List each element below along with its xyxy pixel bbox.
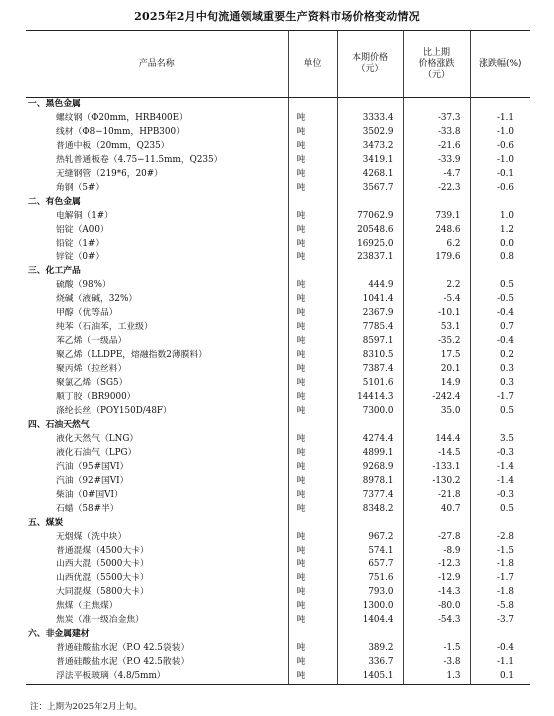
unit-cell: 吨 — [288, 182, 337, 196]
table-row — [26, 363, 530, 377]
change-pct-cell: -0.3 — [470, 489, 530, 503]
price-cell: 5101.6 — [337, 377, 403, 391]
unit-cell: 吨 — [288, 224, 337, 238]
change-cell: -5.4 — [403, 293, 470, 307]
change-cell: -80.0 — [403, 600, 470, 614]
unit-cell: 吨 — [288, 363, 337, 377]
unit-cell: 吨 — [288, 475, 337, 489]
price-cell: 657.7 — [337, 558, 403, 572]
change-pct-cell: -0.6 — [470, 182, 530, 196]
price-cell: 1300.0 — [337, 600, 403, 614]
unit-cell — [288, 628, 337, 642]
category-label: 二、有色金属 — [28, 196, 81, 207]
change-pct-cell: -1.0 — [470, 154, 530, 168]
price-cell: 389.2 — [337, 642, 403, 656]
unit-cell: 吨 — [288, 377, 337, 391]
table-row — [26, 670, 530, 684]
change-cell: 179.6 — [403, 251, 470, 265]
change-cell: -37.3 — [403, 112, 470, 126]
change-cell: -14.3 — [403, 586, 470, 600]
change-cell: -21.8 — [403, 489, 470, 503]
change-cell: -3.8 — [403, 656, 470, 670]
table-row — [26, 112, 530, 126]
product-name-cell: 聚氯乙烯（SG5） — [56, 378, 128, 389]
table-header-row — [26, 31, 530, 98]
change-pct-cell — [470, 628, 530, 642]
price-cell: 3502.9 — [337, 126, 403, 140]
table-row — [26, 558, 530, 572]
change-pct-cell: -1.4 — [470, 475, 530, 489]
unit-cell: 吨 — [288, 461, 337, 475]
unit-cell: 吨 — [288, 112, 337, 126]
price-cell: 574.1 — [337, 545, 403, 559]
unit-cell: 吨 — [288, 251, 337, 265]
change-pct-cell: 0.8 — [470, 251, 530, 265]
category-row — [26, 419, 530, 433]
unit-cell: 吨 — [288, 531, 337, 545]
unit-cell — [288, 517, 337, 531]
table-row — [26, 391, 530, 405]
change-pct-cell: -0.4 — [470, 642, 530, 656]
table-row — [26, 572, 530, 586]
price-cell: 4268.1 — [337, 168, 403, 182]
product-name-cell: 线材（Φ8−10mm，HPB300） — [56, 126, 185, 137]
header-price: 本期价格 （元） — [337, 31, 403, 98]
change-pct-cell: -2.8 — [470, 531, 530, 545]
price-cell: 3473.2 — [337, 140, 403, 154]
product-name-cell: 山西大混（5000大卡） — [56, 559, 149, 570]
change-cell: 17.5 — [403, 349, 470, 363]
price-cell: 751.6 — [337, 572, 403, 586]
category-label: 六、非金属建材 — [28, 629, 90, 640]
product-name-cell: 普通中板（20mm，Q235） — [56, 140, 170, 151]
change-cell: 2.2 — [403, 279, 470, 293]
product-name-cell: 纯苯（石油苯，工业级） — [56, 322, 153, 333]
unit-cell: 吨 — [288, 656, 337, 670]
change-pct-cell: -1.5 — [470, 545, 530, 559]
change-pct-cell — [470, 517, 530, 531]
product-name-cell: 苯乙烯（一级品） — [56, 336, 127, 347]
price-cell: 793.0 — [337, 586, 403, 600]
change-cell: 248.6 — [403, 224, 470, 238]
unit-cell: 吨 — [288, 572, 337, 586]
change-pct-cell: -3.7 — [470, 614, 530, 628]
price-cell: 4899.1 — [337, 447, 403, 461]
product-name-cell: 柴油（0#国VI） — [56, 489, 123, 500]
price-cell — [337, 419, 403, 433]
price-cell: 8310.5 — [337, 349, 403, 363]
change-pct-cell: 0.7 — [470, 321, 530, 335]
product-name-cell: 焦煤（主焦煤） — [56, 601, 118, 612]
price-cell: 8348.2 — [337, 503, 403, 517]
unit-cell: 吨 — [288, 600, 337, 614]
header-product-name: 产品名称 — [26, 31, 288, 98]
change-pct-cell: 0.1 — [470, 670, 530, 684]
change-cell: -12.9 — [403, 572, 470, 586]
price-cell: 20548.6 — [337, 224, 403, 238]
change-pct-cell: -1.0 — [470, 126, 530, 140]
product-name-cell: 聚丙烯（拉丝料） — [56, 364, 127, 375]
change-cell — [403, 517, 470, 531]
product-name-cell: 液化石油气（LPG） — [56, 447, 137, 458]
change-pct-cell: 1.0 — [470, 210, 530, 224]
change-cell: -33.9 — [403, 154, 470, 168]
change-pct-cell: -1.8 — [470, 558, 530, 572]
unit-cell: 吨 — [288, 614, 337, 628]
unit-cell: 吨 — [288, 321, 337, 335]
table-row — [26, 154, 530, 168]
change-cell — [403, 196, 470, 210]
product-name-cell: 汽油（95#国VI） — [56, 461, 129, 472]
table-row — [26, 224, 530, 238]
price-cell: 7387.4 — [337, 363, 403, 377]
product-name-cell: 热轧普通板卷（4.75−11.5mm，Q235） — [56, 154, 223, 165]
table-row — [26, 656, 530, 670]
table-row — [26, 433, 530, 447]
product-name-cell: 铝锭（A00） — [56, 224, 109, 235]
unit-cell — [288, 419, 337, 433]
footnote: 注：上期为2025年2月上旬。 — [30, 702, 143, 712]
table-row — [26, 447, 530, 461]
product-name-cell: 角钢（5#） — [56, 182, 105, 193]
change-cell: 53.1 — [403, 321, 470, 335]
price-cell — [337, 98, 403, 112]
table-row — [26, 475, 530, 489]
change-cell: 20.1 — [403, 363, 470, 377]
product-name-cell: 无烟煤（洗中块） — [56, 531, 127, 542]
table-row — [26, 503, 530, 517]
change-cell — [403, 98, 470, 112]
price-cell: 2367.9 — [337, 307, 403, 321]
table-row — [26, 545, 530, 559]
change-cell: -35.2 — [403, 335, 470, 349]
price-cell: 23837.1 — [337, 251, 403, 265]
product-name-cell: 汽油（92#国VI） — [56, 475, 129, 486]
unit-cell: 吨 — [288, 433, 337, 447]
price-cell: 3567.7 — [337, 182, 403, 196]
product-name-cell: 浮法平板玻璃（4.8/5mm） — [26, 670, 288, 684]
category-label: 三、化工产品 — [28, 266, 81, 277]
table-row — [26, 405, 530, 419]
category-row — [26, 517, 530, 531]
change-pct-cell — [470, 196, 530, 210]
table-row — [26, 642, 530, 656]
table-row — [26, 586, 530, 600]
change-cell: 144.4 — [403, 433, 470, 447]
change-pct-cell — [470, 265, 530, 279]
product-name-cell: 焦炭（准一级冶金焦） — [56, 615, 144, 626]
change-pct-cell: -1.1 — [470, 656, 530, 670]
price-cell: 16925.0 — [337, 238, 403, 252]
change-pct-cell: -1.7 — [470, 572, 530, 586]
unit-cell: 吨 — [288, 558, 337, 572]
product-name-cell: 大同混煤（5800大卡） — [56, 587, 149, 598]
table-body — [26, 98, 530, 685]
price-cell: 14414.3 — [337, 391, 403, 405]
product-name-cell: 普通混煤（4500大卡） — [56, 545, 149, 556]
change-pct-cell: 1.2 — [470, 224, 530, 238]
unit-cell: 吨 — [288, 293, 337, 307]
change-cell: 35.0 — [403, 405, 470, 419]
change-pct-cell: 0.5 — [470, 279, 530, 293]
change-cell: -12.3 — [403, 558, 470, 572]
change-cell: -10.1 — [403, 307, 470, 321]
unit-cell: 吨 — [288, 503, 337, 517]
product-name-cell: 聚乙烯（LLDPE，熔融指数2薄膜料） — [56, 350, 208, 361]
unit-cell: 吨 — [288, 349, 337, 363]
unit-cell: 吨 — [288, 279, 337, 293]
change-pct-cell: 0.5 — [470, 503, 530, 517]
price-cell: 3333.4 — [337, 112, 403, 126]
product-name-cell: 涤纶长丝（POY150D/48F） — [56, 405, 172, 416]
change-cell: -130.2 — [403, 475, 470, 489]
unit-cell: 吨 — [288, 670, 337, 684]
change-pct-cell: -1.4 — [470, 461, 530, 475]
price-cell: 4274.4 — [337, 433, 403, 447]
category-row — [26, 196, 530, 210]
change-cell: -1.5 — [403, 642, 470, 656]
change-cell: 1.3 — [403, 670, 470, 684]
change-cell: -4.7 — [403, 168, 470, 182]
product-name-cell: 石蜡（58#半） — [56, 503, 119, 514]
change-pct-cell: -0.1 — [470, 168, 530, 182]
product-name-cell: 甲醇（优等品） — [56, 308, 118, 319]
change-cell: -22.3 — [403, 182, 470, 196]
price-cell: 3419.1 — [337, 154, 403, 168]
change-pct-cell — [470, 419, 530, 433]
price-cell: 1404.4 — [337, 614, 403, 628]
price-cell — [337, 196, 403, 210]
table-row — [26, 531, 530, 545]
unit-cell: 吨 — [288, 168, 337, 182]
price-cell: 336.7 — [337, 656, 403, 670]
price-cell: 8597.1 — [337, 335, 403, 349]
product-name-cell: 锌锭（0#） — [56, 252, 105, 263]
unit-cell: 吨 — [288, 154, 337, 168]
unit-cell — [288, 196, 337, 210]
category-label: 一、黑色金属 — [28, 99, 81, 109]
change-cell: -8.9 — [403, 545, 470, 559]
change-cell: 40.7 — [403, 503, 470, 517]
change-pct-cell: 0.3 — [470, 377, 530, 391]
change-pct-cell: 0.2 — [470, 349, 530, 363]
price-cell: 77062.9 — [337, 210, 403, 224]
unit-cell: 吨 — [288, 586, 337, 600]
table-row — [26, 461, 530, 475]
change-pct-cell: -5.8 — [470, 600, 530, 614]
table-row — [26, 251, 530, 265]
change-cell: 6.2 — [403, 238, 470, 252]
unit-cell: 吨 — [288, 391, 337, 405]
change-cell: -14.5 — [403, 447, 470, 461]
product-name-cell: 螺纹钢（Φ20mm，HRB400E） — [56, 112, 188, 123]
product-name-cell: 铅锭（1#） — [56, 238, 105, 249]
change-pct-cell: 3.5 — [470, 433, 530, 447]
change-pct-cell: 0.0 — [470, 238, 530, 252]
product-name-cell: 普通硅酸盐水泥（P.O 42.5袋装） — [56, 643, 190, 654]
table-row — [26, 168, 530, 182]
price-cell: 7300.0 — [337, 405, 403, 419]
change-pct-cell: -0.4 — [470, 335, 530, 349]
product-name-cell: 顺丁胶（BR9000） — [56, 392, 136, 403]
category-row — [26, 628, 530, 642]
unit-cell: 吨 — [288, 126, 337, 140]
change-pct-cell: -0.5 — [470, 293, 530, 307]
change-cell — [403, 628, 470, 642]
header-unit: 单位 — [288, 31, 337, 98]
table-row — [26, 614, 530, 628]
price-cell — [337, 628, 403, 642]
product-name-cell: 普通硅酸盐水泥（P.O 42.5散装） — [56, 657, 190, 668]
change-pct-cell: -1.8 — [470, 586, 530, 600]
product-name-cell: 山西优混（5500大卡） — [56, 573, 149, 584]
unit-cell: 吨 — [288, 447, 337, 461]
change-cell — [403, 265, 470, 279]
category-label: 五、煤炭 — [28, 517, 64, 528]
unit-cell: 吨 — [288, 335, 337, 349]
product-name-cell: 电解铜（1#） — [56, 210, 113, 221]
header-change-pct: 涨跌幅(%) — [470, 31, 530, 98]
category-label: 四、石油天然气 — [28, 419, 90, 430]
table-row — [26, 349, 530, 363]
change-cell — [403, 419, 470, 433]
change-cell: -54.3 — [403, 614, 470, 628]
price-cell: 7377.4 — [337, 489, 403, 503]
price-cell: 8978.1 — [337, 475, 403, 489]
table-row — [26, 377, 530, 391]
table-row — [26, 600, 530, 614]
change-cell: -133.1 — [403, 461, 470, 475]
unit-cell: 吨 — [288, 140, 337, 154]
change-cell: -33.8 — [403, 126, 470, 140]
table-row — [26, 140, 530, 154]
table-row — [26, 126, 530, 140]
change-cell: -21.6 — [403, 140, 470, 154]
unit-cell: 吨 — [288, 307, 337, 321]
price-cell: 967.2 — [337, 531, 403, 545]
unit-cell — [288, 265, 337, 279]
change-pct-cell: -0.3 — [470, 447, 530, 461]
table-row — [26, 238, 530, 252]
table-row — [26, 307, 530, 321]
unit-cell: 吨 — [288, 405, 337, 419]
price-cell: 9268.9 — [337, 461, 403, 475]
category-row — [26, 265, 530, 279]
change-pct-cell: 0.3 — [470, 363, 530, 377]
product-name-cell: 液化天然气（LNG） — [56, 433, 139, 444]
product-name-cell: 硫酸（98%） — [56, 280, 111, 291]
page-title: 2025年2月中旬流通领域重要生产资料市场价格变动情况 — [134, 10, 420, 23]
change-cell: -242.4 — [403, 391, 470, 405]
unit-cell: 吨 — [288, 489, 337, 503]
unit-cell — [288, 98, 337, 112]
unit-cell: 吨 — [288, 238, 337, 252]
header-change: 比上期 价格涨跌 （元） — [403, 31, 470, 98]
table-row — [26, 293, 530, 307]
change-pct-cell: -1.7 — [470, 391, 530, 405]
change-pct-cell: 0.5 — [470, 405, 530, 419]
price-cell: 7785.4 — [337, 321, 403, 335]
product-name-cell: 烧碱（液碱，32%） — [56, 294, 138, 305]
change-pct-cell: -0.6 — [470, 140, 530, 154]
change-cell: -27.8 — [403, 531, 470, 545]
price-cell: 444.9 — [337, 279, 403, 293]
price-cell: 1041.4 — [337, 293, 403, 307]
category-row — [26, 98, 530, 112]
change-cell: 739.1 — [403, 210, 470, 224]
table-row — [26, 182, 530, 196]
change-pct-cell — [470, 98, 530, 112]
unit-cell: 吨 — [288, 642, 337, 656]
unit-cell: 吨 — [288, 545, 337, 559]
unit-cell: 吨 — [288, 210, 337, 224]
price-cell — [337, 265, 403, 279]
table-row — [26, 489, 530, 503]
price-cell: 1405.1 — [337, 670, 403, 684]
price-cell — [337, 517, 403, 531]
change-pct-cell: -0.4 — [470, 307, 530, 321]
price-table — [26, 30, 530, 685]
table-row — [26, 279, 530, 293]
product-name-cell: 无缝钢管（219*6，20#） — [56, 168, 163, 179]
change-cell: 14.9 — [403, 377, 470, 391]
table-row — [26, 321, 530, 335]
table-row — [26, 210, 530, 224]
table-row — [26, 335, 530, 349]
change-pct-cell: -1.1 — [470, 112, 530, 126]
